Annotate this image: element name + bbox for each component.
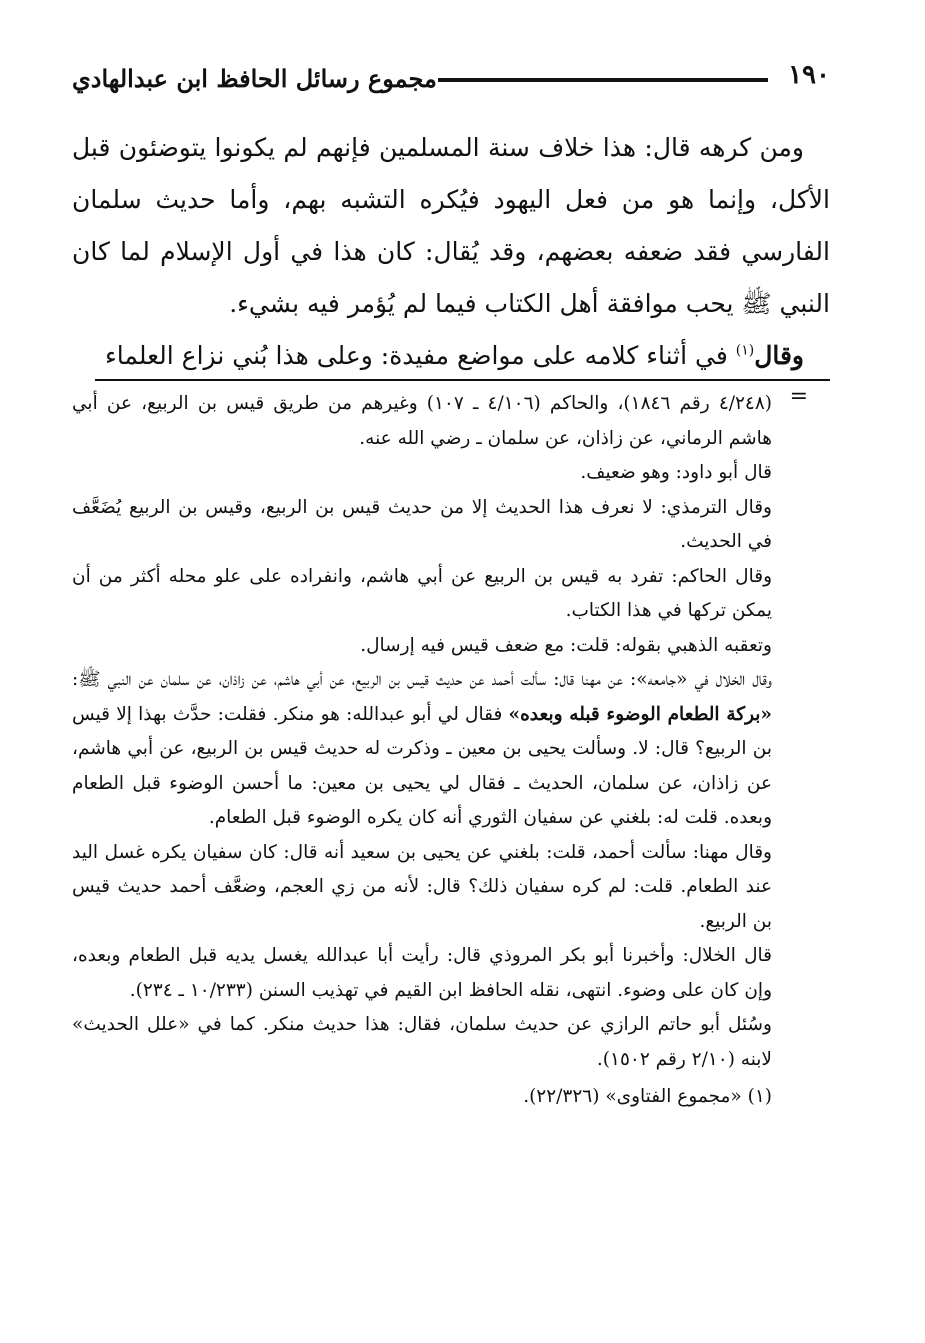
footnote-line: قال الخلال: وأخبرنا أبو بكر المروذي قال: رأيت أبا عبدالله يغسل يديه قبل الطعام وبعده، وإن كان على وضوء. انتهى، نقله الحافظ ابن القيم في تهذيب السنن (١٠/٢٣٣ ـ ٢٣٤). [72, 945, 772, 1001]
paragraph-2-rest: في أثناء كلامه على مواضع مفيدة: وعلى هذا بُني نزاع العلماء [105, 341, 736, 370]
footnote-line: وقال مهنا: سألت أحمد، قلت: بلغني عن يحيى بن سعيد أنه قال: كان سفيان يكره غسل اليد عند الطعام. قلت: لم كره سفيان ذلك؟ قال: لأنه من زي العجم، وضعَّف أحمد حديث قيس بن الربيع. [72, 841, 772, 932]
paragraph-2 [72, 330, 830, 382]
footnote-khallal [72, 663, 772, 836]
book-title: مجموع رسائل الحافظ ابن عبدالهادي [72, 64, 437, 93]
page-number: ١٩٠ [788, 60, 830, 90]
header-rule [438, 78, 768, 82]
footnote-line: (٤/٢٤٨ رقم ١٨٤٦)، والحاكم (٤/١٠٦ ـ ١٠٧) وغيرهم من طريق قيس بن الربيع، عن أبي هاشم الرماني، عن زاذان، عن سلمان ـ رضي الله عنه. [72, 393, 773, 449]
footnote-line: وقال الترمذي: لا نعرف هذا الحديث إلا من حديث قيس بن الربيع، وقيس بن الربيع يُضَعَّف في الحديث. [72, 496, 772, 552]
khallal-prefix: وقال الخلال في «جامعه»: عن مهنا قال: سألت أحمد عن حديث قيس بن الربيع، عن أبي هاشم، عن زاذان، عن سلمان عن النبي ﷺ: [72, 669, 772, 690]
footnote-line: وتعقبه الذهبي بقوله: قلت: مع ضعف قيس فيه إرسال. [360, 634, 772, 656]
footnote-line: قال أبو داود: وهو ضعيف. [580, 462, 772, 483]
hadith-quote: «بركة الطعام الوضوء قبله وبعده» [508, 703, 772, 725]
page-header [72, 58, 830, 98]
footnote-line: وقال الحاكم: تفرد به قيس بن الربيع عن أبي هاشم، وانفراده على علو محله أكثر من أن يمكن تركها في هذا الكتاب. [72, 565, 772, 621]
footnote-ref: (١) [735, 342, 755, 359]
footnotes [72, 387, 772, 1115]
paragraph-2-lead: وقال [754, 341, 804, 370]
khallal-rest: فقال لي أبو عبدالله: هو منكر. فقلت: حدَّث بهذا إلا قيس بن الربيع؟ قال: لا. وسألت يحيى بن معين ـ وذكرت له حديث قيس بن الربيع، عن أبي هاشم، عن زاذان، عن سلمان، الحديث ـ فقال لي يحيى بن معين: ما أحسن الوضوء قبل الطعام وبعده. قلت له: بلغني عن سفيان الثوري أنه كان يكره الوضوء قبل الطعام. [72, 703, 772, 828]
main-text [72, 122, 830, 382]
footnote-rule [95, 379, 830, 381]
paragraph-1: ومن كرهه قال: هذا خلاف سنة المسلمين فإنهم لم يكونوا يتوضئون قبل الأكل، وإنما هو من فعل اليهود فيُكره التشبه بهم، وأما حديث سلمان الفارسي فقد ضعفه بعضهم، وقد يُقال: كان هذا في أول الإسلام لما كان النبي ﷺ يحب موافقة أهل الكتاب فيما لم يُؤمر فيه بشيء. [72, 133, 830, 318]
footnote-line: وسُئل أبو حاتم الرازي عن حديث سلمان، فقال: هذا حديث منكر. كما في «علل الحديث» لابنه (٢/١٠ رقم ١٥٠٢). [72, 1014, 772, 1070]
footnote-continued-marker: = [789, 384, 808, 409]
footnote-source: (١) «مجموع الفتاوى» (٢٢/٣٢٦). [523, 1086, 772, 1107]
